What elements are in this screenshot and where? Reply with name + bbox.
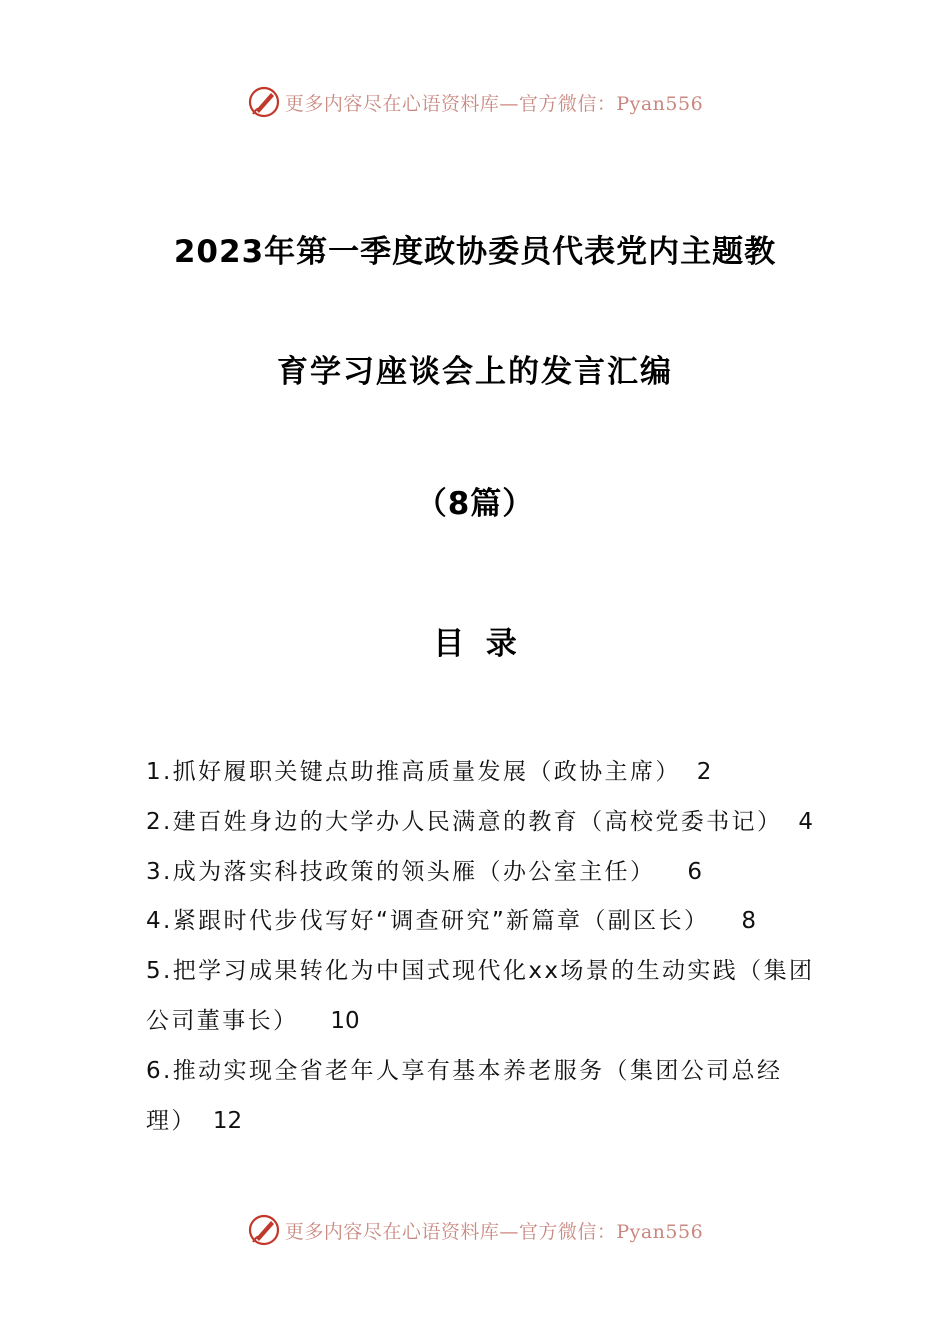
toc-item-page: 12 xyxy=(212,1107,243,1134)
toc-item[interactable] xyxy=(146,798,816,848)
toc-item-title: 1.抓好履职关键点助推高质量发展（政协主席） xyxy=(146,759,681,785)
document-title-line-2: 育学习座谈会上的发言汇编 xyxy=(277,354,673,390)
toc-item[interactable] xyxy=(146,1047,816,1147)
toc-item-page: 8 xyxy=(741,908,757,935)
toc-item[interactable] xyxy=(146,848,816,898)
toc-item-title: 5.把学习成果转化为中国式现代化xx场景的生动实践（集团公司董事长） xyxy=(146,958,815,1034)
toc-item-page: 6 xyxy=(687,858,702,885)
toc-item-title: 6.推动实现全省老年人享有基本养老服务（集团公司总经理） xyxy=(146,1057,783,1134)
toc-item[interactable] xyxy=(146,897,816,947)
watermark-footer xyxy=(0,1210,950,1250)
watermark-text: 更多内容尽在心语资料库—官方微信：Pyan556 xyxy=(284,1220,704,1243)
toc-item[interactable] xyxy=(146,748,816,798)
toc-item[interactable] xyxy=(146,947,816,1047)
toc-item-page: 4 xyxy=(798,808,813,835)
pen-circle-logo-icon xyxy=(247,1213,281,1247)
toc-item-title: 2.建百姓身边的大学办人民满意的教育（高校党委书记） xyxy=(146,808,783,835)
document-title-line-1: 2023年第一季度政协委员代表党内主题教 xyxy=(173,234,777,270)
pen-circle-logo-icon xyxy=(247,85,281,119)
watermark-header xyxy=(0,82,950,122)
toc-list xyxy=(146,748,816,1146)
toc-item-page: 10 xyxy=(330,1007,360,1034)
toc-item-title: 4.紧跟时代步伐写好“调查研究”新篇章（副区长） xyxy=(146,908,710,935)
toc-heading: 目 录 xyxy=(433,626,517,662)
toc-item-title: 3.成为落实科技政策的领头雁（办公室主任） xyxy=(146,858,656,885)
document-title-count: （8篇） xyxy=(415,486,535,522)
watermark-text: 更多内容尽在心语资料库—官方微信：Pyan556 xyxy=(284,92,704,115)
toc-item-page: 2 xyxy=(696,759,712,785)
